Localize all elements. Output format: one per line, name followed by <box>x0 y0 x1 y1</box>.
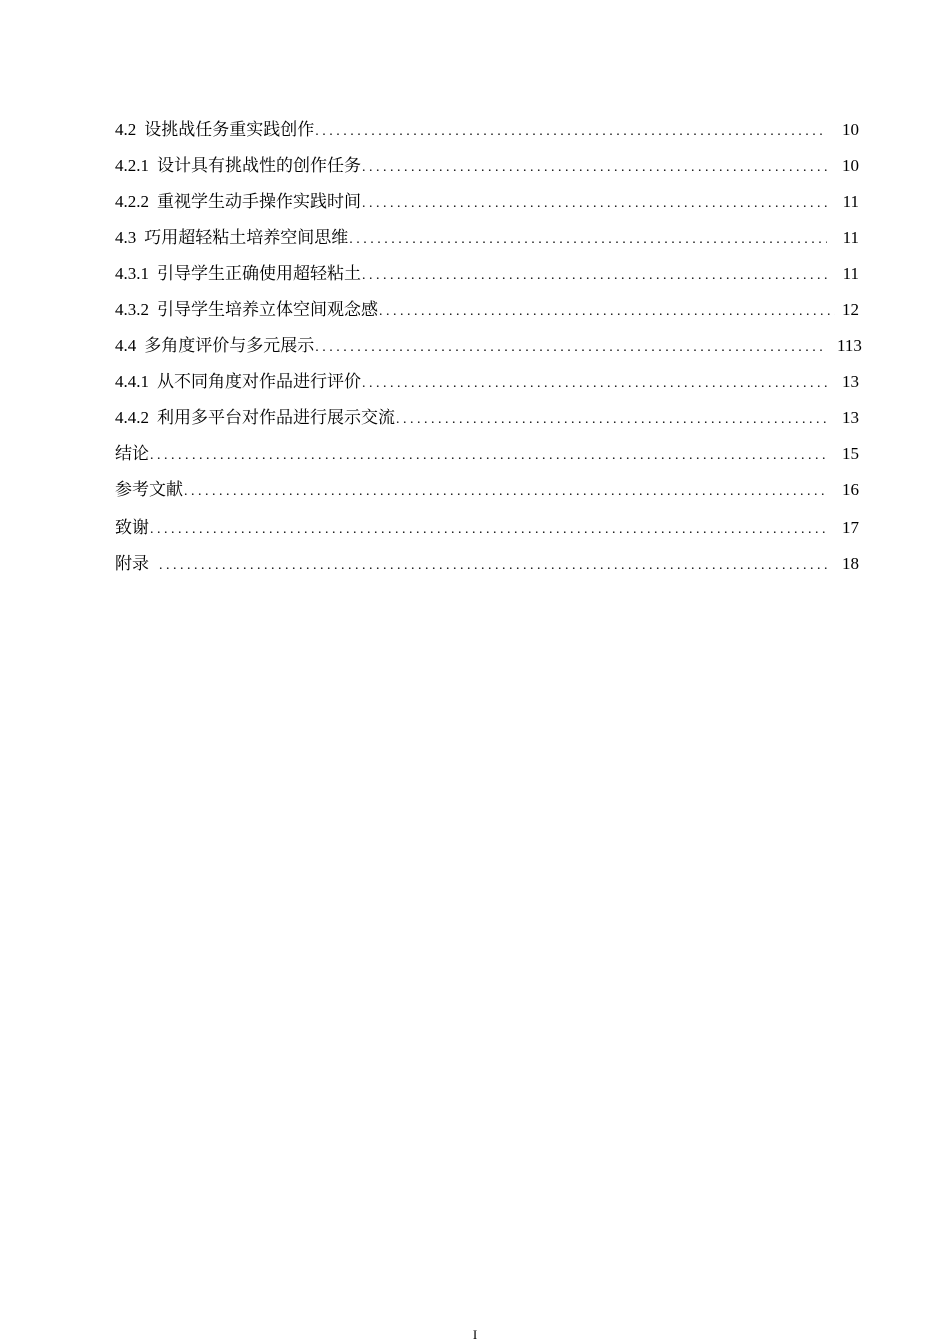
toc-dot-leader <box>362 370 827 398</box>
toc-dot-leader <box>362 154 827 182</box>
toc-dot-leader <box>315 334 827 362</box>
toc-entry-page: 13 <box>842 408 859 427</box>
toc-entry-title: 参考文献 <box>115 480 183 499</box>
toc-entry[interactable] <box>115 260 859 296</box>
toc-entry-title: 从不同角度对作品进行评价 <box>157 372 361 391</box>
toc-entry-page: 16 <box>842 480 859 499</box>
toc-entry[interactable] <box>115 296 859 332</box>
toc-entry[interactable] <box>115 550 859 586</box>
toc-entry[interactable] <box>115 368 859 404</box>
toc-entry-page: 113 <box>837 336 862 355</box>
toc-dot-leader <box>150 442 827 470</box>
toc-entry[interactable] <box>115 514 859 550</box>
toc-entry-title: 巧用超轻粘土培养空间思维 <box>144 228 349 247</box>
toc-dot-leader <box>150 516 827 544</box>
toc-entry-number: 4.4.2 <box>115 408 149 427</box>
toc-entry-title: 致谢 <box>115 518 149 537</box>
toc-dot-leader <box>396 406 827 434</box>
page-number: I <box>472 1327 478 1342</box>
toc-dot-leader <box>159 552 827 580</box>
toc-entry-page: 10 <box>842 156 859 175</box>
toc-entry-number: 4.3 <box>115 228 137 247</box>
toc-entry[interactable] <box>115 116 859 152</box>
toc-entry-number: 4.4 <box>115 336 137 355</box>
toc-entry-number: 4.3.1 <box>115 264 149 283</box>
toc-entry-title: 引导学生正确使用超轻粘土 <box>157 264 361 283</box>
toc-entry-page: 10 <box>842 120 859 139</box>
toc-entry-number: 4.2.2 <box>115 192 149 211</box>
toc-entry-title: 利用多平台对作品进行展示交流 <box>157 408 395 427</box>
toc-entry[interactable] <box>115 476 859 514</box>
toc-entry[interactable] <box>115 404 859 440</box>
toc-entry-title: 多角度评价与多元展示 <box>144 336 315 355</box>
toc-entry-page: 11 <box>842 228 859 247</box>
toc-entry-title: 引导学生培养立体空间观念感 <box>157 300 378 319</box>
toc-entry-number: 4.2.1 <box>115 156 149 175</box>
toc-entry-title: 附录 <box>115 554 149 573</box>
toc-entry-page: 17 <box>842 518 859 537</box>
toc-entry-title: 结论 <box>115 444 149 463</box>
toc-entry-number: 4.3.2 <box>115 300 149 319</box>
toc-entry[interactable] <box>115 332 862 368</box>
toc-entry[interactable] <box>115 188 859 224</box>
toc-entry-page: 12 <box>842 300 859 319</box>
toc-dot-leader <box>362 190 827 218</box>
toc-entry[interactable] <box>115 152 859 188</box>
toc-dot-leader <box>362 262 827 290</box>
toc-dot-leader <box>184 478 827 506</box>
toc-dot-leader <box>315 118 827 146</box>
toc-entry-page: 11 <box>842 264 859 283</box>
toc-entry-page: 18 <box>842 554 859 573</box>
toc-dot-leader <box>379 298 835 326</box>
toc-entry-title: 设计具有挑战性的创作任务 <box>157 156 361 175</box>
toc-entry[interactable] <box>115 224 859 260</box>
toc-entry-number: 4.4.1 <box>115 372 149 391</box>
table-of-contents <box>115 116 862 586</box>
toc-entry-page: 13 <box>842 372 859 391</box>
toc-entry-page: 11 <box>842 192 859 211</box>
toc-entry[interactable] <box>115 440 859 476</box>
toc-entry-number: 4.2 <box>115 120 137 139</box>
toc-dot-leader <box>349 226 827 254</box>
toc-entry-page: 15 <box>842 444 859 463</box>
toc-entry-title: 重视学生动手操作实践时间 <box>157 192 361 211</box>
toc-entry-title: 设挑战任务重实践创作 <box>144 120 315 139</box>
